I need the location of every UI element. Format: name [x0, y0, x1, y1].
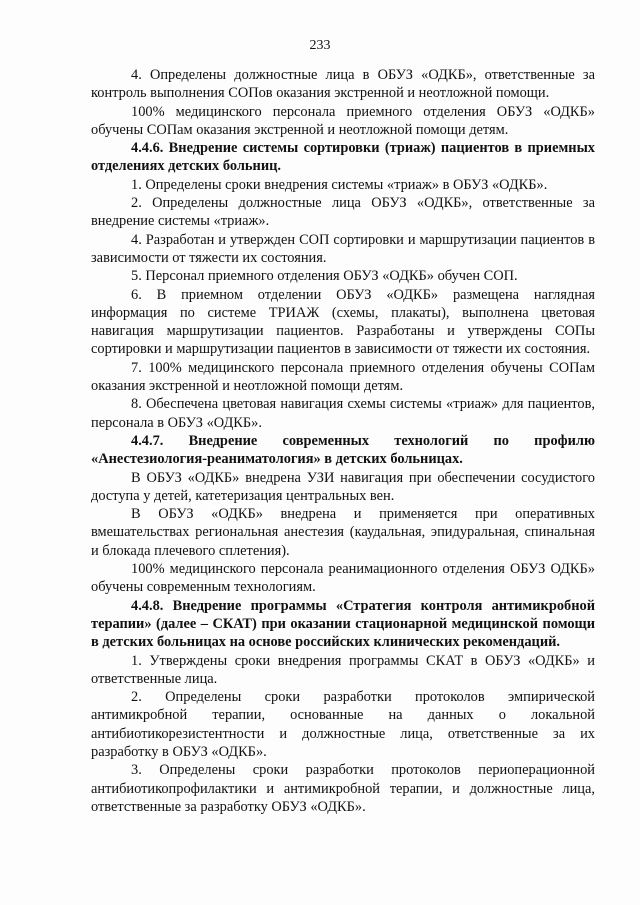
paragraph: 100% медицинского персонала реанимационного отделения ОБУЗ ОДКБ» обучены современным технологиям. — [91, 561, 595, 596]
paragraph: 1. Утверждены сроки внедрения программы СКАТ в ОБУЗ «ОДКБ» и ответственные лица. — [91, 652, 595, 687]
paragraph: 2. Определены должностные лица ОБУЗ «ОДКБ», ответственные за внедрение системы «триаж». — [91, 195, 595, 230]
section-heading: 4.4.8. Внедрение программы «Стратегия контроля антимикробной терапии» (далее – СКАТ) при оказании стационарной медицинской помощи в детских больницах на основе российских клинических рекомендаций. — [91, 597, 595, 651]
paragraph: 4. Разработан и утвержден СОП сортировки и маршрутизации пациентов в зависимости от тяжести их состояния. — [91, 231, 595, 266]
document-body — [91, 66, 595, 816]
paragraph: 6. В приемном отделении ОБУЗ «ОДКБ» размещена наглядная информация по системе ТРИАЖ (схемы, плакаты), выполнена цветовая навигация маршрутизации пациентов. Разработаны и утверждены СОПы сортировки и маршрутизации пациентов в зависимости от тяжести их состояния. — [91, 286, 595, 358]
paragraph: 3. Определены сроки разработки протоколов периоперационной антибиотикопрофилактики и антимикробной терапии, и должностные лица, ответственные за разработку ОБУЗ «ОДКБ». — [91, 762, 595, 815]
page-number: 233 — [309, 38, 331, 53]
paragraph: В ОБУЗ «ОДКБ» внедрена и применяется при оперативных вмешательствах региональная анестезия (каудальная, эпидуральная, спинальная и блокада плечевого сплетения). — [91, 506, 595, 559]
section-heading: 4.4.7. Внедрение современных технологий по профилю «Анестезиология-реаниматология» в детских больницах. — [91, 432, 595, 468]
section-heading: 4.4.6. Внедрение системы сортировки (триаж) пациентов в приемных отделениях детских больниц. — [91, 140, 595, 175]
paragraph: 5. Персонал приемного отделения ОБУЗ «ОДКБ» обучен СОП. — [131, 268, 518, 285]
paragraph: 1. Определены сроки внедрения системы «триаж» в ОБУЗ «ОДКБ». — [131, 176, 548, 193]
paragraph: 4. Определены должностные лица в ОБУЗ «ОДКБ», ответственные за контроль выполнения СОПов оказания экстренной и неотложной помощи. — [91, 67, 595, 102]
paragraph: В ОБУЗ «ОДКБ» внедрена УЗИ навигация при обеспечении сосудистого доступа у детей, катетеризация центральных вен. — [91, 469, 595, 504]
paragraph: 2. Определены сроки разработки протоколов эмпирической антимикробной терапии, основанные на данных о локальной антибиотикорезистентности и должностные лица, ответственные за их разработку в ОБУЗ «ОДКБ». — [91, 689, 595, 760]
paragraph: 8. Обеспечена цветовая навигация схемы системы «триаж» для пациентов, персонала в ОБУЗ «ОДКБ». — [91, 396, 595, 431]
paragraph: 7. 100% медицинского персонала приемного отделения обучены СОПам оказания экстренной и неотложной помощи детям. — [91, 359, 595, 395]
paragraph: 100% медицинского персонала приемного отделения ОБУЗ «ОДКБ» обучены СОПам оказания экстренной и неотложной помощи детям. — [91, 103, 595, 138]
